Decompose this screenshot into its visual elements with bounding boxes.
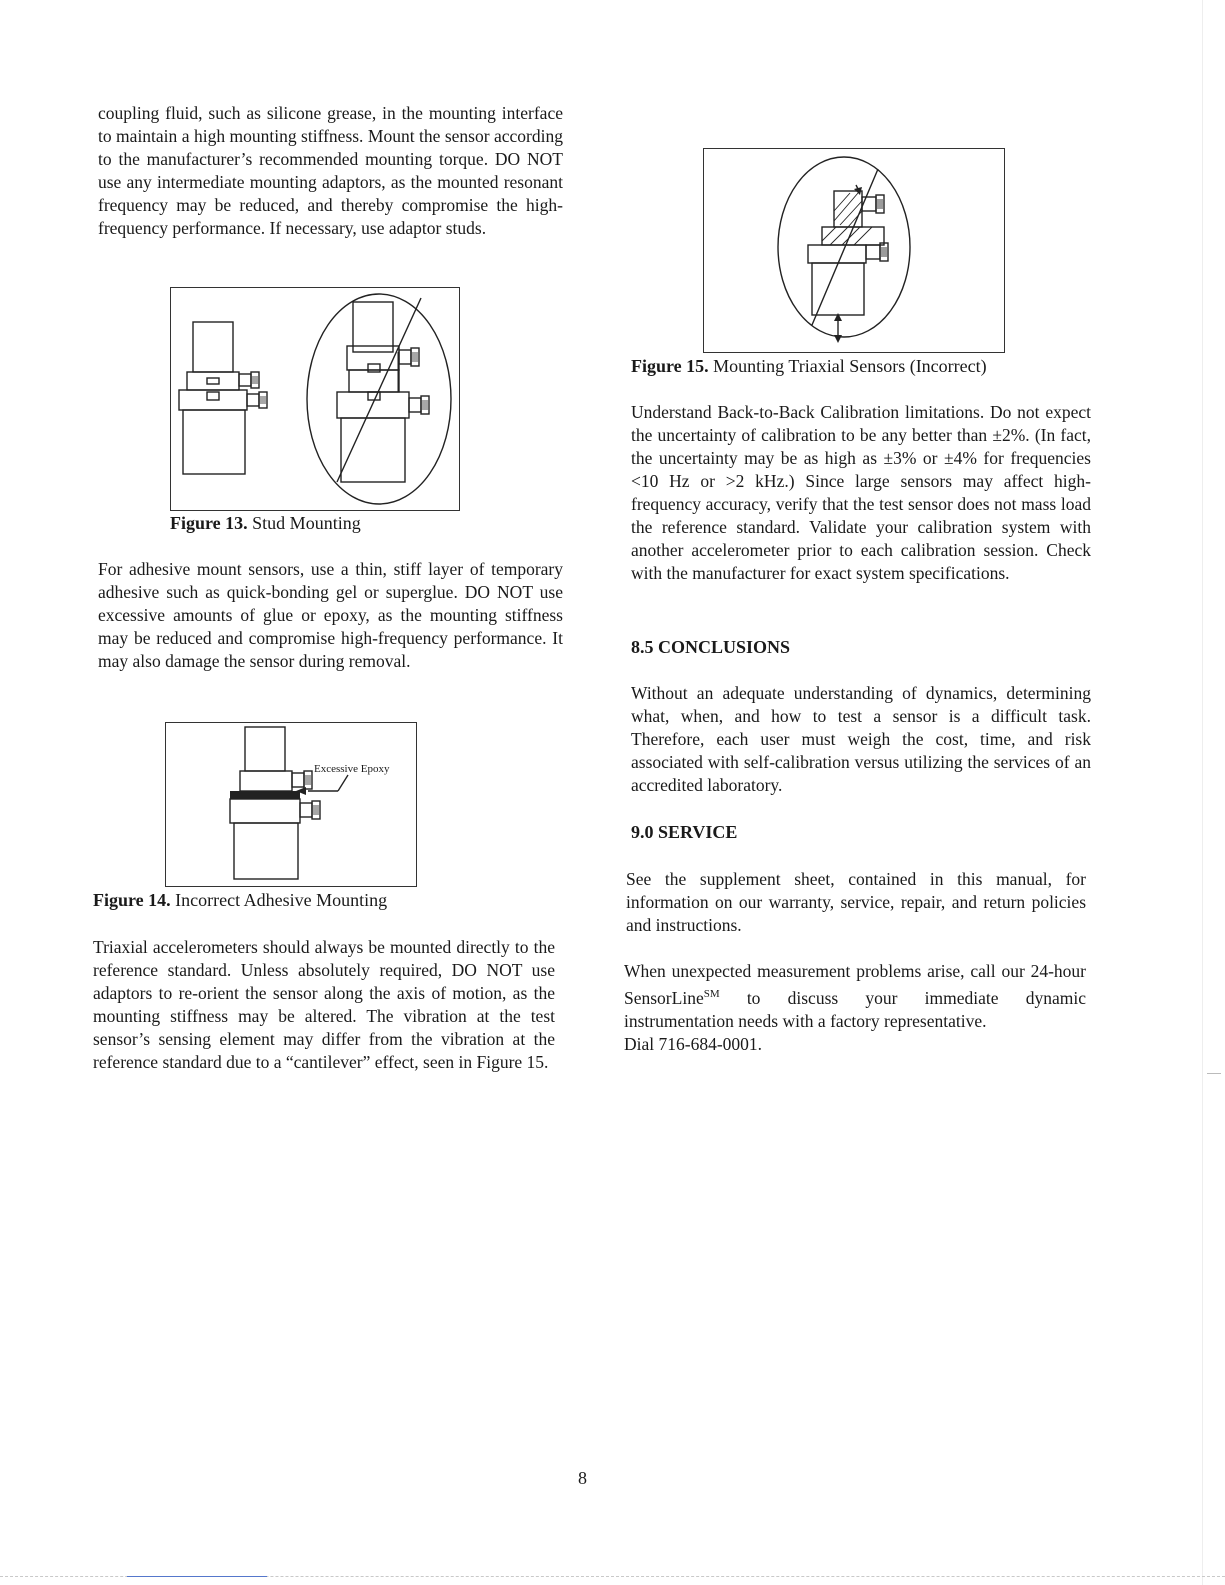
figure-13-caption xyxy=(170,512,470,535)
dial-number: Dial 716-684-0001. xyxy=(624,1033,763,1054)
page-edge-tick xyxy=(1207,1073,1221,1074)
left-paragraph-3: Triaxial accelerometers should always be mounted directly to the reference standard. Unless absolutely required, DO NOT use adaptors to re-orient the sensor along the axis of motion, as the mounting stiffness may be altered. The vibration at the test sensor’s sensing element may differ from the vibration at the reference standard due to a “cantilever” effect, seen in Figure 15. xyxy=(93,937,555,1072)
page-number: 8 xyxy=(578,1468,587,1488)
adhesive-mount-diagram-icon xyxy=(166,723,416,886)
left-paragraph-1: coupling fluid, such as silicone grease, in the mounting interface to maintain a high mounting stiffness. Mount the sensor according to the manufacturer’s recommended mounting torque. DO NOT use any intermediate mounting adaptors, as the mounted resonant frequency may be reduced, and thereby compromise the high-frequency performance. If necessary, use adaptor studs. xyxy=(98,103,563,238)
excessive-epoxy-label: Excessive Epoxy xyxy=(314,763,390,775)
stud-mount-diagram-icon xyxy=(171,288,459,510)
right-paragraph-2: Without an adequate understanding of dynamics, determining what, when, and how to test a sensor is a difficult task. Therefore, each user must weigh the cost, time, and risk associated with self-calibration versus utilizing the services of an accredited laboratory. xyxy=(631,683,1091,795)
left-paragraph-2: For adhesive mount sensors, use a thin, stiff layer of temporary adhesive such as quick-bonding gel or superglue. DO NOT use excessive amounts of glue or epoxy, as the mounting stiffness may be reduced and compromise high-frequency performance. It may also damage the sensor during removal. xyxy=(98,559,563,671)
heading-conclusions: 8.5 CONCLUSIONS xyxy=(631,637,791,657)
figure-14-title: Incorrect Adhesive Mounting xyxy=(175,890,388,910)
bottom-blue-rule xyxy=(127,1576,267,1577)
right-paragraph-3: See the supplement sheet, contained in this manual, for information on our warranty, service, repair, and return policies and instructions. xyxy=(626,869,1086,935)
figure-14-caption xyxy=(93,889,453,912)
heading-service: 9.0 SERVICE xyxy=(631,822,738,842)
right-paragraph-4: When unexpected measurement problems arise, call our 24-hour SensorLine℠ to discuss your immediate dynamic instrumentation needs with a factory representative. Dial 716-684-0001. xyxy=(624,961,1086,1054)
triaxial-mount-diagram-icon xyxy=(704,149,1004,352)
service-mark: SM xyxy=(703,988,720,1000)
figure-13-title: Stud Mounting xyxy=(252,513,361,533)
figure-13-label: Figure 13. xyxy=(170,513,248,533)
figure-15-caption xyxy=(631,355,1091,378)
figure-13-box xyxy=(170,287,460,511)
figure-15-title: Mounting Triaxial Sensors (Incorrect) xyxy=(713,356,987,376)
figure-14-label: Figure 14. xyxy=(93,890,171,910)
figure-14-box xyxy=(165,722,417,887)
figure-15-box xyxy=(703,148,1005,353)
right-paragraph-1: Understand Back-to-Back Calibration limitations. Do not expect the uncertainty of calibration to be any better than ±2%. (In fact, the uncertainty may be as high as ±3% or ±4% for frequencies <10 Hz or >2 kHz.) Since large sensors may affect high-frequency accuracy, verify that the test sensor does not mass load the reference standard. Validate your calibration system with another accelerometer prior to each calibration session. Check with the manufacturer for exact system specifications. xyxy=(631,402,1091,583)
figure-15-label: Figure 15. xyxy=(631,356,709,376)
page-edge-line xyxy=(1202,0,1203,1585)
